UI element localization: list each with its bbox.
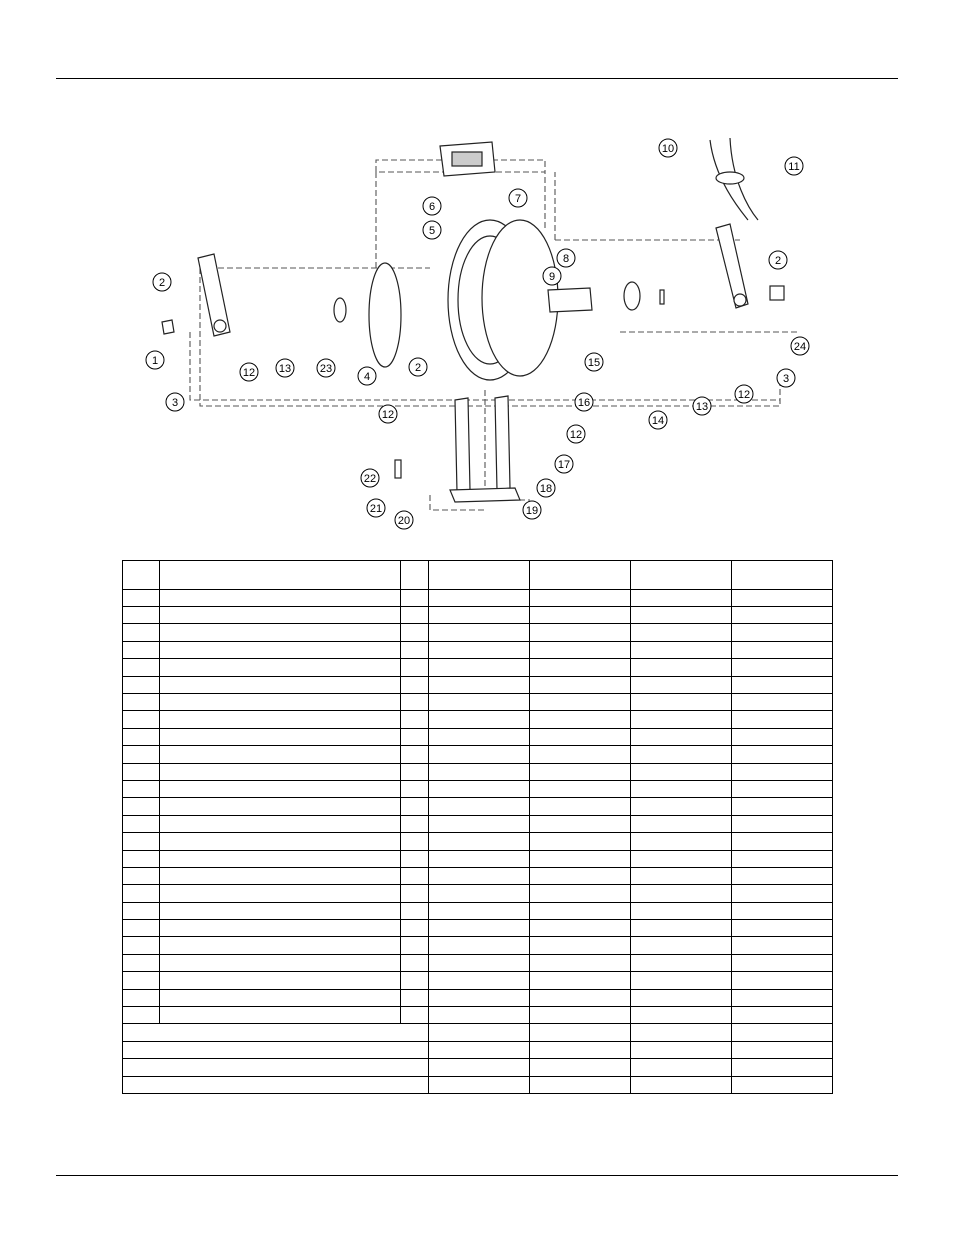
svg-text:17: 17 [557, 459, 571, 471]
table-cell [401, 728, 429, 745]
svg-text:4: 4 [363, 371, 371, 383]
base-plate [450, 488, 520, 502]
table-cell [631, 641, 732, 658]
svg-text:15: 15 [587, 357, 601, 369]
table-cell [429, 1076, 530, 1093]
table-cell [530, 850, 631, 867]
svg-text:12: 12 [569, 429, 583, 441]
table-cell [429, 815, 530, 832]
table-cell [123, 867, 160, 884]
table-cell [631, 607, 732, 624]
table-cell [123, 746, 160, 763]
table-cell [732, 589, 833, 606]
table-cell [732, 902, 833, 919]
table-cell [429, 763, 530, 780]
table-cell [631, 659, 732, 676]
table-cell [732, 815, 833, 832]
table-cell [160, 989, 401, 1006]
table-cell [732, 867, 833, 884]
table-cell [123, 711, 160, 728]
svg-text:5: 5 [428, 225, 436, 237]
table-cell [530, 607, 631, 624]
table-cell [530, 937, 631, 954]
table-cell [123, 589, 160, 606]
table-cell [123, 885, 160, 902]
table-row [123, 798, 833, 815]
table-cell [732, 954, 833, 971]
table-cell [160, 902, 401, 919]
table-cell [401, 561, 429, 590]
right-leg [495, 396, 510, 490]
table-cell [123, 693, 160, 710]
table-cell [429, 728, 530, 745]
table-cell [401, 641, 429, 658]
table-cell [160, 954, 401, 971]
table-cell [123, 972, 160, 989]
table-cell [401, 711, 429, 728]
table-cell [732, 833, 833, 850]
table-cell [631, 954, 732, 971]
table-cell [530, 589, 631, 606]
table-cell [631, 1024, 732, 1041]
table-cell [429, 746, 530, 763]
fitting-right [770, 286, 784, 300]
table-cell [123, 641, 160, 658]
table-row [123, 780, 833, 797]
table-cell [732, 693, 833, 710]
table-cell [123, 607, 160, 624]
table-cell [429, 920, 530, 937]
table-cell [160, 561, 401, 590]
slip-ring [548, 288, 592, 312]
table-cell [530, 989, 631, 1006]
table-cell [530, 641, 631, 658]
table-cell [732, 920, 833, 937]
table-cell [401, 798, 429, 815]
table-cell [631, 833, 732, 850]
table-cell [401, 780, 429, 797]
bottom-rule [56, 1175, 898, 1176]
table-cell [732, 1024, 833, 1041]
table-cell [160, 833, 401, 850]
table-cell [732, 659, 833, 676]
table-cell [530, 920, 631, 937]
table-cell [631, 937, 732, 954]
table-cell [631, 815, 732, 832]
bushing-right [624, 282, 640, 310]
table-row [123, 850, 833, 867]
table-cell [123, 989, 160, 1006]
table-cell [732, 885, 833, 902]
table-cell [429, 1041, 530, 1058]
table-row [123, 989, 833, 1006]
table-cell [631, 711, 732, 728]
table-row [123, 815, 833, 832]
table-cell [160, 746, 401, 763]
table-cell [631, 920, 732, 937]
table-cell [732, 780, 833, 797]
svg-text:6: 6 [428, 201, 436, 213]
cable-grip [716, 172, 744, 184]
svg-text:1: 1 [151, 355, 159, 367]
table-cell [429, 798, 530, 815]
table-row [123, 676, 833, 693]
table-cell [160, 693, 401, 710]
table-cell [732, 1059, 833, 1076]
table-cell [631, 693, 732, 710]
table-cell [429, 902, 530, 919]
table-row [123, 972, 833, 989]
exploded-parts-diagram [100, 100, 860, 550]
table-cell [530, 867, 631, 884]
table-cell [429, 937, 530, 954]
svg-text:13: 13 [278, 363, 292, 375]
svg-text:2: 2 [774, 255, 782, 267]
left-leg [455, 398, 470, 492]
table-cell [631, 885, 732, 902]
table-cell [429, 885, 530, 902]
table-cell [401, 815, 429, 832]
table-cell [530, 1076, 631, 1093]
svg-text:9: 9 [548, 271, 556, 283]
table-cell [429, 972, 530, 989]
table-cell [123, 815, 160, 832]
table-cell [401, 867, 429, 884]
table-cell [732, 850, 833, 867]
table-row [123, 833, 833, 850]
table-cell [160, 937, 401, 954]
table-cell [530, 1041, 631, 1058]
table-cell [160, 972, 401, 989]
table-cell [123, 780, 160, 797]
table-cell [429, 676, 530, 693]
table-cell [429, 659, 530, 676]
table-cell [530, 561, 631, 590]
table-cell [429, 989, 530, 1006]
svg-text:14: 14 [651, 415, 665, 427]
table-cell [401, 920, 429, 937]
table-cell [123, 763, 160, 780]
table-cell [401, 850, 429, 867]
table-cell [429, 693, 530, 710]
table-cell [401, 954, 429, 971]
svg-text:12: 12 [737, 389, 751, 401]
svg-text:12: 12 [242, 367, 256, 379]
table-cell [530, 1024, 631, 1041]
table-cell [123, 1007, 160, 1024]
table-row [123, 589, 833, 606]
table-cell [429, 561, 530, 590]
table-cell [732, 1007, 833, 1024]
table-cell [732, 746, 833, 763]
table-cell [123, 624, 160, 641]
table-cell [631, 798, 732, 815]
table-cell [530, 885, 631, 902]
pin [395, 460, 401, 478]
table-cell [732, 798, 833, 815]
table-cell [123, 728, 160, 745]
table-row [123, 711, 833, 728]
table-cell [631, 624, 732, 641]
table-header-row [123, 561, 833, 590]
table-cell [631, 902, 732, 919]
svg-text:20: 20 [397, 515, 411, 527]
parts [162, 138, 784, 502]
table-cell [631, 763, 732, 780]
table-cell [732, 989, 833, 1006]
table-cell [631, 589, 732, 606]
top-rule [56, 78, 898, 79]
table-cell [401, 746, 429, 763]
table-cell [123, 902, 160, 919]
parts-list-table [122, 560, 833, 1094]
table-cell [732, 607, 833, 624]
table-cell [732, 763, 833, 780]
table-cell [123, 1041, 429, 1058]
table-cell [123, 1076, 429, 1093]
table-cell [160, 885, 401, 902]
table-cell [530, 693, 631, 710]
table-cell [401, 902, 429, 919]
table-cell [732, 972, 833, 989]
table-cell [530, 902, 631, 919]
table-cell [732, 624, 833, 641]
table-cell [401, 763, 429, 780]
table-cell [401, 607, 429, 624]
table-cell [732, 937, 833, 954]
table-cell [429, 833, 530, 850]
table-cell [631, 867, 732, 884]
table-cell [631, 989, 732, 1006]
svg-text:12: 12 [381, 409, 395, 421]
table-cell [401, 885, 429, 902]
svg-text:24: 24 [793, 341, 807, 353]
table-cell [160, 728, 401, 745]
table-cell [123, 1024, 429, 1041]
table-cell [123, 561, 160, 590]
svg-text:22: 22 [363, 473, 377, 485]
table-cell [530, 746, 631, 763]
svg-text:21: 21 [369, 503, 383, 515]
table-row [123, 624, 833, 641]
table-cell [530, 954, 631, 971]
table-cell [631, 1041, 732, 1058]
table-cell [530, 833, 631, 850]
svg-text:13: 13 [695, 401, 709, 413]
table-cell [160, 676, 401, 693]
table-row [123, 641, 833, 658]
table-cell [732, 1041, 833, 1058]
table-cell [429, 1007, 530, 1024]
table-row [123, 920, 833, 937]
table-cell [123, 850, 160, 867]
table-cell [160, 763, 401, 780]
table-cell [160, 711, 401, 728]
svg-text:11: 11 [788, 161, 800, 173]
table-cell [429, 607, 530, 624]
table-cell [631, 972, 732, 989]
table-cell [429, 954, 530, 971]
table-cell [732, 1076, 833, 1093]
table-cell [160, 1007, 401, 1024]
table-cell [401, 972, 429, 989]
table-cell [401, 676, 429, 693]
side-disc [369, 263, 401, 367]
table-cell [631, 850, 732, 867]
table-row [123, 693, 833, 710]
table-cell [530, 798, 631, 815]
table-cell [732, 641, 833, 658]
svg-text:3: 3 [782, 373, 790, 385]
table-cell [160, 867, 401, 884]
bushing-left [334, 298, 346, 322]
svg-text:23: 23 [319, 363, 333, 375]
table-cell [123, 937, 160, 954]
svg-text:18: 18 [539, 483, 553, 495]
table-row [123, 1007, 833, 1024]
table-cell [160, 850, 401, 867]
table-cell [429, 1024, 530, 1041]
table-cell [530, 728, 631, 745]
table-cell [429, 589, 530, 606]
table-cell [530, 624, 631, 641]
table-cell [530, 815, 631, 832]
table-cell [631, 780, 732, 797]
table-cell [631, 1059, 732, 1076]
table-cell [401, 1007, 429, 1024]
svg-text:10: 10 [661, 143, 675, 155]
table-cell [401, 693, 429, 710]
parts-table-body [123, 561, 833, 1094]
table-row [123, 902, 833, 919]
table-cell [429, 711, 530, 728]
table-cell [631, 1007, 732, 1024]
table-cell [631, 561, 732, 590]
svg-text:19: 19 [525, 505, 539, 517]
svg-text:2: 2 [414, 362, 422, 374]
table-cell [160, 815, 401, 832]
table-cell [530, 763, 631, 780]
table-cell [160, 607, 401, 624]
table-cell [429, 624, 530, 641]
table-cell [401, 589, 429, 606]
table-cell [429, 867, 530, 884]
svg-text:2: 2 [158, 277, 166, 289]
table-cell [631, 746, 732, 763]
table-cell [530, 676, 631, 693]
table-cell [732, 728, 833, 745]
table-cell [530, 1007, 631, 1024]
table-cell [429, 641, 530, 658]
diagram-svg [100, 100, 860, 550]
table-cell [160, 780, 401, 797]
table-row [123, 763, 833, 780]
table-cell [401, 659, 429, 676]
table-cell [429, 1059, 530, 1076]
table-cell [631, 676, 732, 693]
svg-text:8: 8 [562, 253, 570, 265]
table-summary-row [123, 1041, 833, 1058]
table-cell [530, 659, 631, 676]
table-row [123, 937, 833, 954]
table-cell [429, 780, 530, 797]
table-cell [160, 920, 401, 937]
table-row [123, 607, 833, 624]
table-cell [732, 676, 833, 693]
table-cell [123, 659, 160, 676]
table-cell [160, 589, 401, 606]
table-summary-row [123, 1059, 833, 1076]
svg-text:7: 7 [514, 193, 522, 205]
table-cell [429, 850, 530, 867]
table-row [123, 867, 833, 884]
table-cell [160, 624, 401, 641]
table-cell [631, 1076, 732, 1093]
table-cell [123, 920, 160, 937]
table-cell [530, 780, 631, 797]
table-row [123, 954, 833, 971]
table-cell [631, 728, 732, 745]
table-cell [123, 798, 160, 815]
table-row [123, 659, 833, 676]
svg-text:16: 16 [577, 397, 591, 409]
svg-text:3: 3 [171, 397, 179, 409]
table-cell [401, 624, 429, 641]
table-cell [530, 1059, 631, 1076]
table-cell [401, 833, 429, 850]
stop-knob [162, 320, 174, 334]
table-cell [530, 711, 631, 728]
table-row [123, 728, 833, 745]
table-cell [123, 833, 160, 850]
table-cell [123, 676, 160, 693]
table-cell [123, 1059, 429, 1076]
table-summary-row [123, 1076, 833, 1093]
table-cell [401, 989, 429, 1006]
table-cell [160, 641, 401, 658]
table-row [123, 885, 833, 902]
table-cell [160, 659, 401, 676]
table-summary-row [123, 1024, 833, 1041]
table-row [123, 746, 833, 763]
table-cell [732, 561, 833, 590]
table-cell [732, 711, 833, 728]
table-cell [401, 937, 429, 954]
table-cell [530, 972, 631, 989]
table-cell [160, 798, 401, 815]
table-cell [123, 954, 160, 971]
